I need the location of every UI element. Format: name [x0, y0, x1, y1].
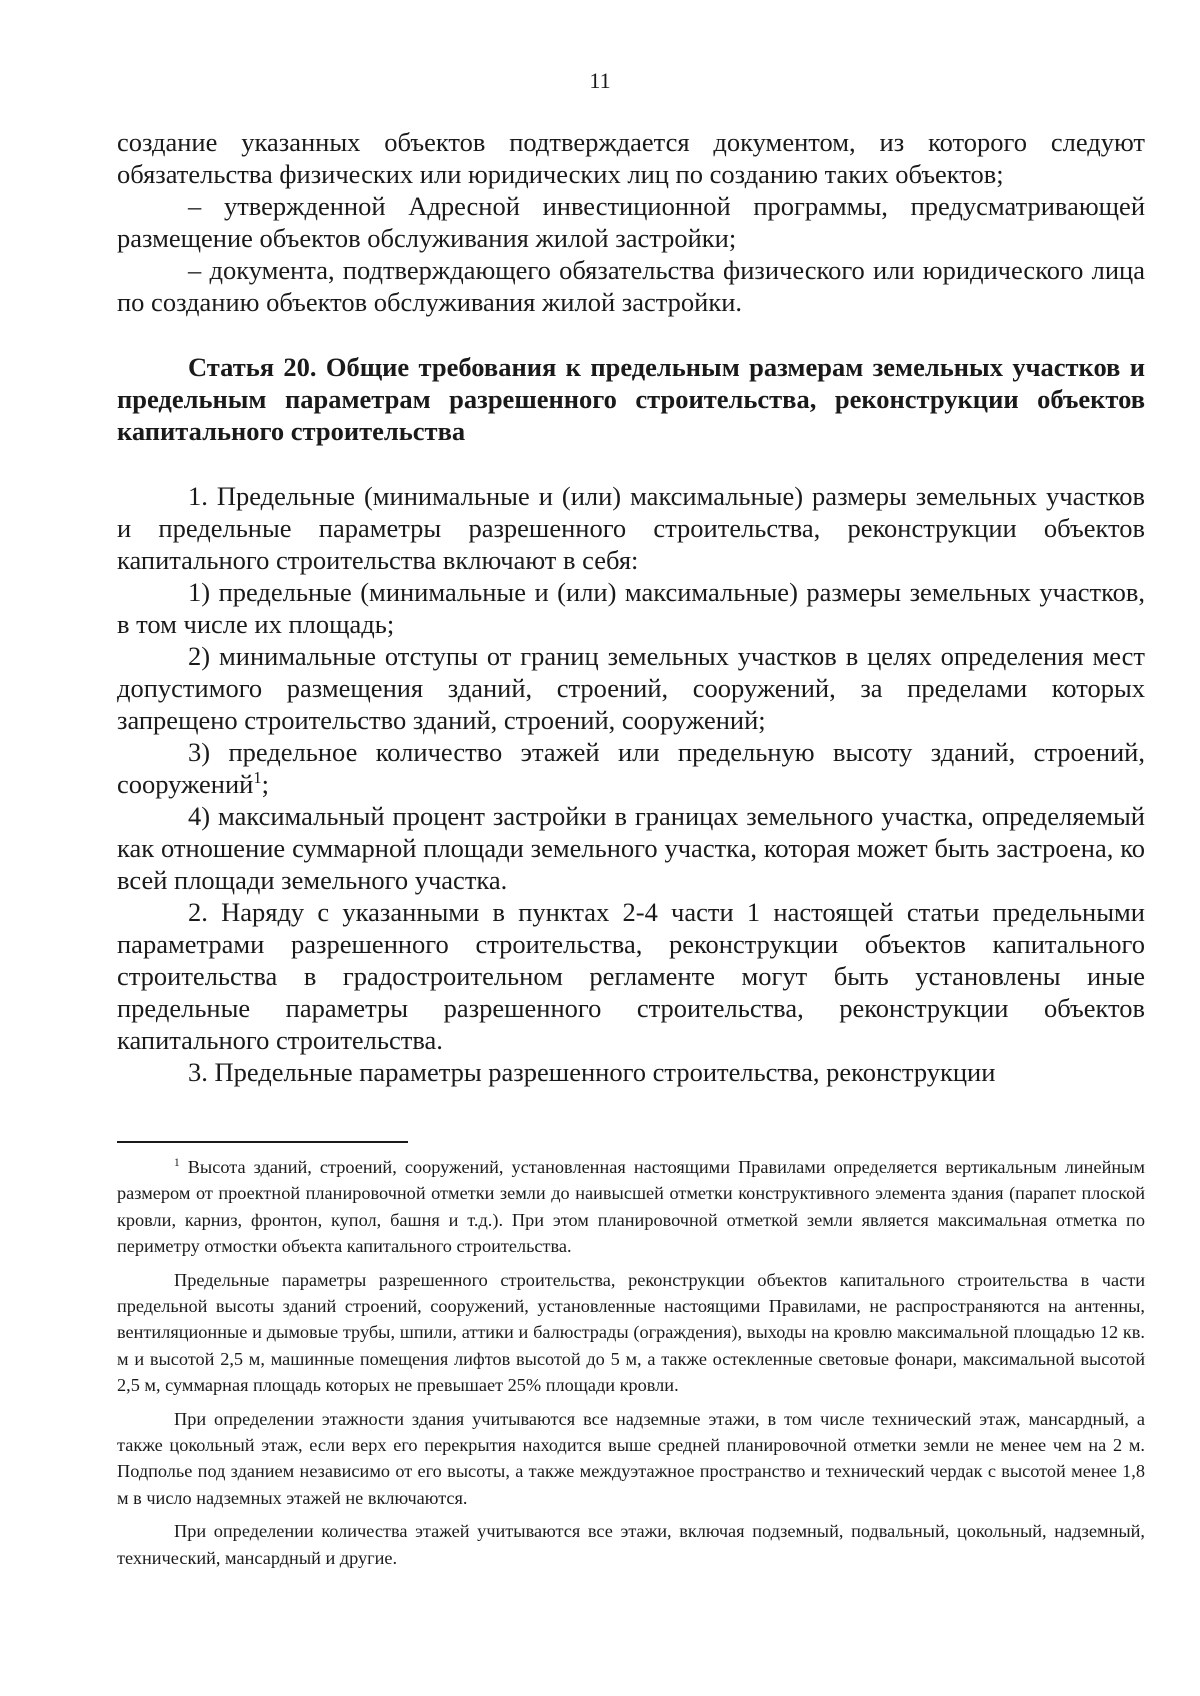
intro-list-item-document: – документа, подтверждающего обязательства физического или юридического лица по созданию объектов обслуживания жилой застройки.: [117, 255, 1145, 317]
article-item-3-text: 3) предельное количество этажей или предельную высоту зданий, строений, сооружений: [117, 737, 1145, 799]
intro-list-item-program: – утвержденной Адресной инвестиционной программы, предусматривающей размещение объектов обслуживания жилой застройки;: [117, 191, 1145, 253]
footnote-separator: [117, 1141, 408, 1143]
article-item-1: 1) предельные (минимальные и (или) максимальные) размеры земельных участков, в том числе их площадь;: [117, 577, 1145, 639]
intro-paragraph-1: создание указанных объектов подтверждается документом, из которого следуют обязательства физических или юридических лиц по созданию таких объектов;: [117, 127, 1145, 189]
article-paragraph-3: 3. Предельные параметры разрешенного строительства, реконструкции: [188, 1057, 996, 1087]
article-paragraph-1: 1. Предельные (минимальные и (или) максимальные) размеры земельных участков и предельные параметры разрешенного строительства, реконструкции объектов капитального строительства включают в себя:: [117, 481, 1145, 575]
article-paragraph-2: 2. Наряду с указанными в пунктах 2-4 части 1 настоящей статьи предельными параметрами разрешенного строительства, реконструкции объектов капитального строительства в градостроительном регламенте могут быть установлены иные предельные параметры разрешенного строительства, реконструкции объектов капитального строительства.: [117, 897, 1145, 1055]
article-item-3-end: ;: [261, 769, 269, 799]
footnote-1: [117, 1154, 1145, 1260]
article-item-4: 4) максимальный процент застройки в границах земельного участка, определяемый как отношение суммарной площади земельного участка, которая может быть застроена, ко всей площади земельного участка.: [117, 801, 1145, 895]
page-number: 11: [589, 68, 611, 93]
footnote-marker: 1: [174, 1156, 180, 1169]
article-item-2: 2) минимальные отступы от границ земельных участков в целях определения мест допустимого размещения зданий, строений, сооружений, за пределами которых запрещено строительство зданий, строений, сооружений;: [117, 641, 1145, 735]
main-text: [117, 126, 1145, 1088]
footnote-paragraph-3: При определении этажности здания учитываются все надземные этажи, в том числе технический этаж, мансардный, а также цокольный этаж, если верх его перекрытия находится выше средней планировочной отметки земли не менее чем на 2 м. Подполье под зданием независимо от его высоты, а также междуэтажное пространство и технический чердак с высотой менее 1,8 м в число надземных этажей не включаются.: [117, 1408, 1145, 1508]
footnote-reference[interactable]: 1: [253, 768, 262, 788]
footnotes: [117, 1154, 1145, 1578]
footnote-paragraph-2: Предельные параметры разрешенного строительства, реконструкции объектов капитального строительства в части предельной высоты зданий строений, сооружений, установленные настоящими Правилами, не распространяются на антенны, вентиляционные и дымовые трубы, шпили, аттики и балюстрады (ограждения), выходы на кровлю максимальной площадью 12 кв. м и высотой 2,5 м, машинные помещения лифтов высотой до 5 м, а также остекленные световые фонари, максимальной высотой 2,5 м, суммарная площадь которых не превышает 25% площади кровли.: [117, 1269, 1145, 1396]
article-heading: Статья 20. Общие требования к предельным размерам земельных участков и предельным параметрам разрешенного строительства, реконструкции объектов капитального строительства: [117, 352, 1145, 446]
article-item-3: [117, 736, 1145, 800]
footnote-paragraph-4: При определении количества этажей учитываются все этажи, включая подземный, подвальный, цокольный, надземный, технический, мансардный и другие.: [117, 1521, 1145, 1568]
footnote-1-text: Высота зданий, строений, сооружений, установленная настоящими Правилами определяется вертикальным линейным размером от проектной планировочной отметки земли до наивысшей отметки конструктивного элемента здания (парапет плоской кровли, карниз, фронтон, купол, башня и т.д.). При этом планировочной отметкой земли является максимальная отметка по периметру отмостки объекта капитального строительства.: [117, 1157, 1145, 1257]
